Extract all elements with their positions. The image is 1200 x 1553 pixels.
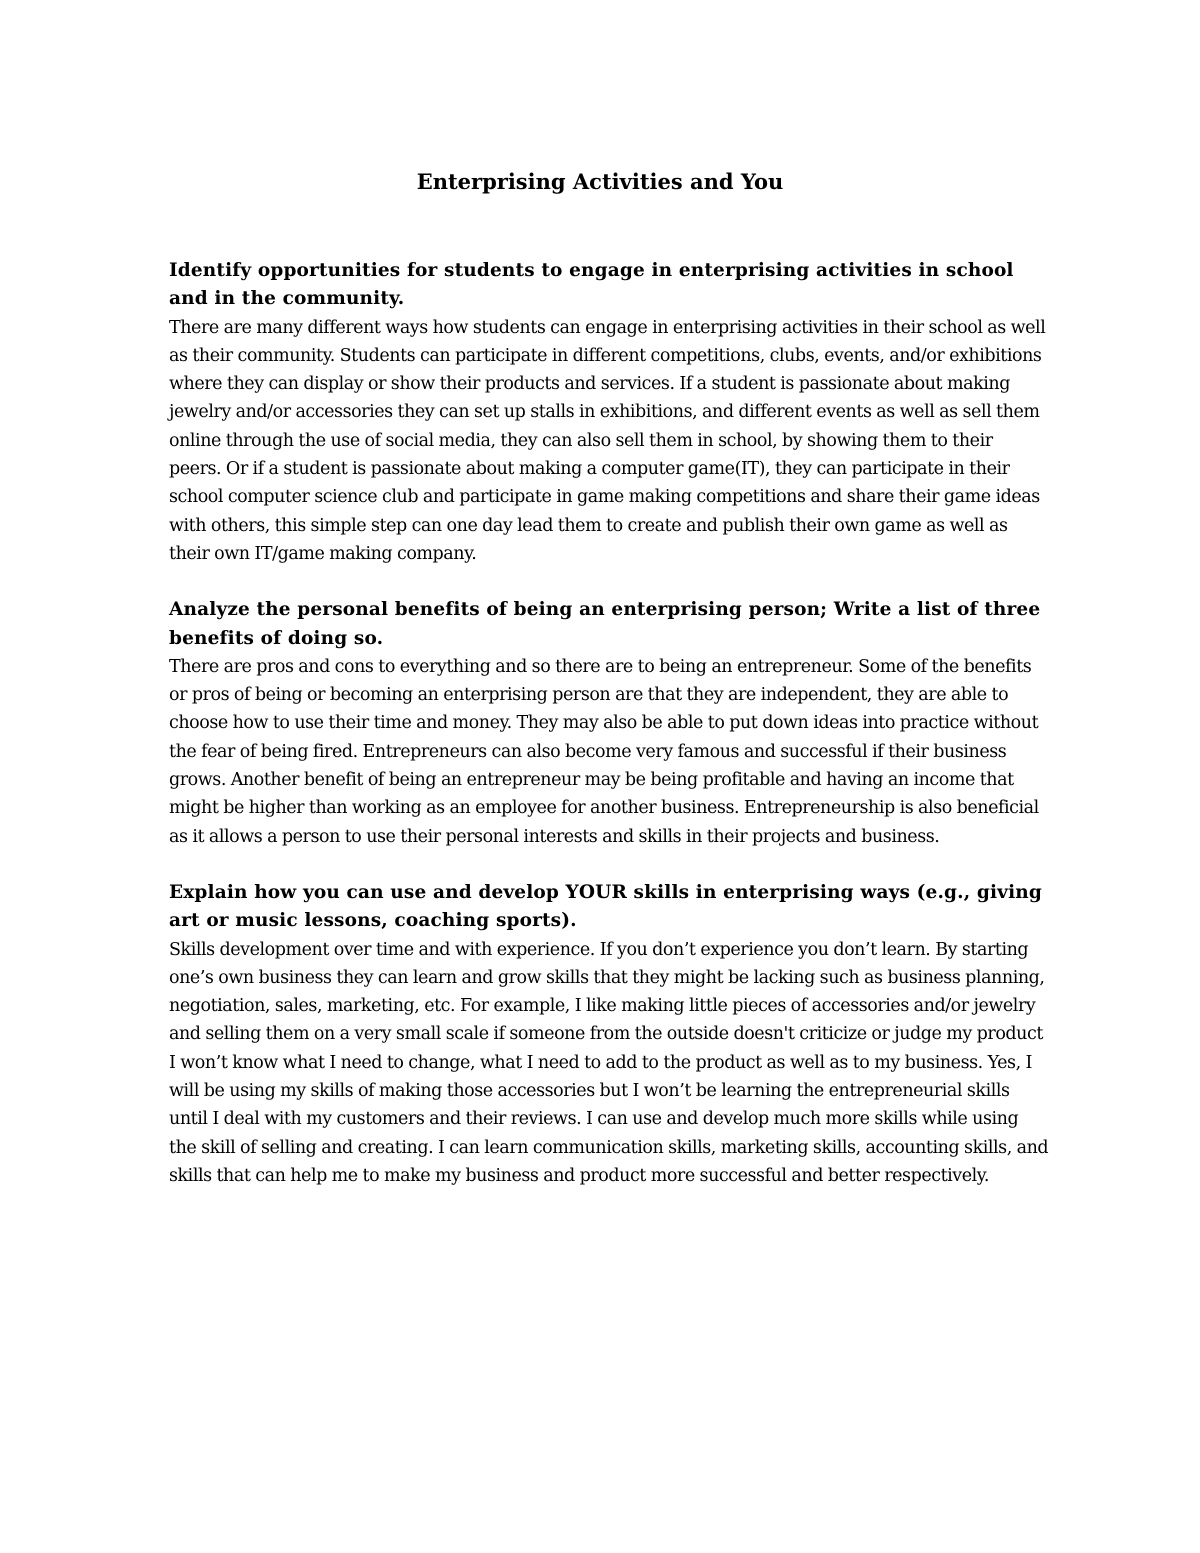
document-title: Enterprising Activities and You — [416, 169, 784, 194]
section-benefits — [169, 596, 1049, 851]
section-heading: Analyze the personal benefits of being an enterprising person; Write a list of three benefits of doing so. — [169, 599, 1041, 649]
document-content — [169, 257, 1049, 1218]
section-paragraph: Skills development over time and with experience. If you don’t experience you don’t learn. By starting one’s own business they can learn and grow skills that they might be lacking such as business planning, negotiation, sales, marketing, etc. For example, I like making little pieces of accessories and/or jewelry and selling them on a very small scale if someone from the outside doesn't criticize or judge my product I won’t know what I need to change, what I need to add to the product as well as to my business. Yes, I will be using my skills of making those accessories but I won’t be learning the entrepreneurial skills until I deal with my customers and their reviews. I can use and develop much more skills while using the skill of selling and creating. I can learn communication skills, marketing skills, accounting skills, and skills that can help me to make my business and product more successful and better respectively. — [169, 939, 1049, 1186]
section-heading: Explain how you can use and develop YOUR skills in enterprising ways (e.g., giving art or music lessons, coaching sports). — [169, 881, 1042, 932]
section-paragraph: There are many different ways how students can engage in enterprising activities in their school as well as their community. Students can participate in different competitions, clubs, events, and/or exhibitions where they can display or show their products and services. If a student is passionate about making jewelry and/or accessories they can set up stalls in exhibitions, and different events as well as sell them online through the use of social media, they can also sell them in school, by showing them to their peers. Or if a student is passionate about making a computer game(IT), they can participate in their school computer science club and participate in game making competitions and share their game ideas with others, this simple step can one day lead them to create and publish their own game as well as their own IT/game making company. — [169, 317, 1046, 564]
section-heading: Identify opportunities for students to engage in enterprising activities in school and in the community. — [169, 260, 1014, 310]
section-opportunities — [169, 257, 1049, 568]
section-skills — [169, 879, 1049, 1190]
section-paragraph: There are pros and cons to everything and so there are to being an entrepreneur. Some of the benefits or pros of being or becoming an enterprising person are that they are independent, they are able to choose how to use their time and money. They may also be able to put down ideas into practice without the fear of being fired. Entrepreneurs can also become very famous and successful if their business grows. Another benefit of being an entrepreneur may be being profitable and having an income that might be higher than working as an employee for another business. Entrepreneurship is also beneficial as it allows a person to use their personal interests and skills in their projects and business. — [169, 656, 1039, 847]
